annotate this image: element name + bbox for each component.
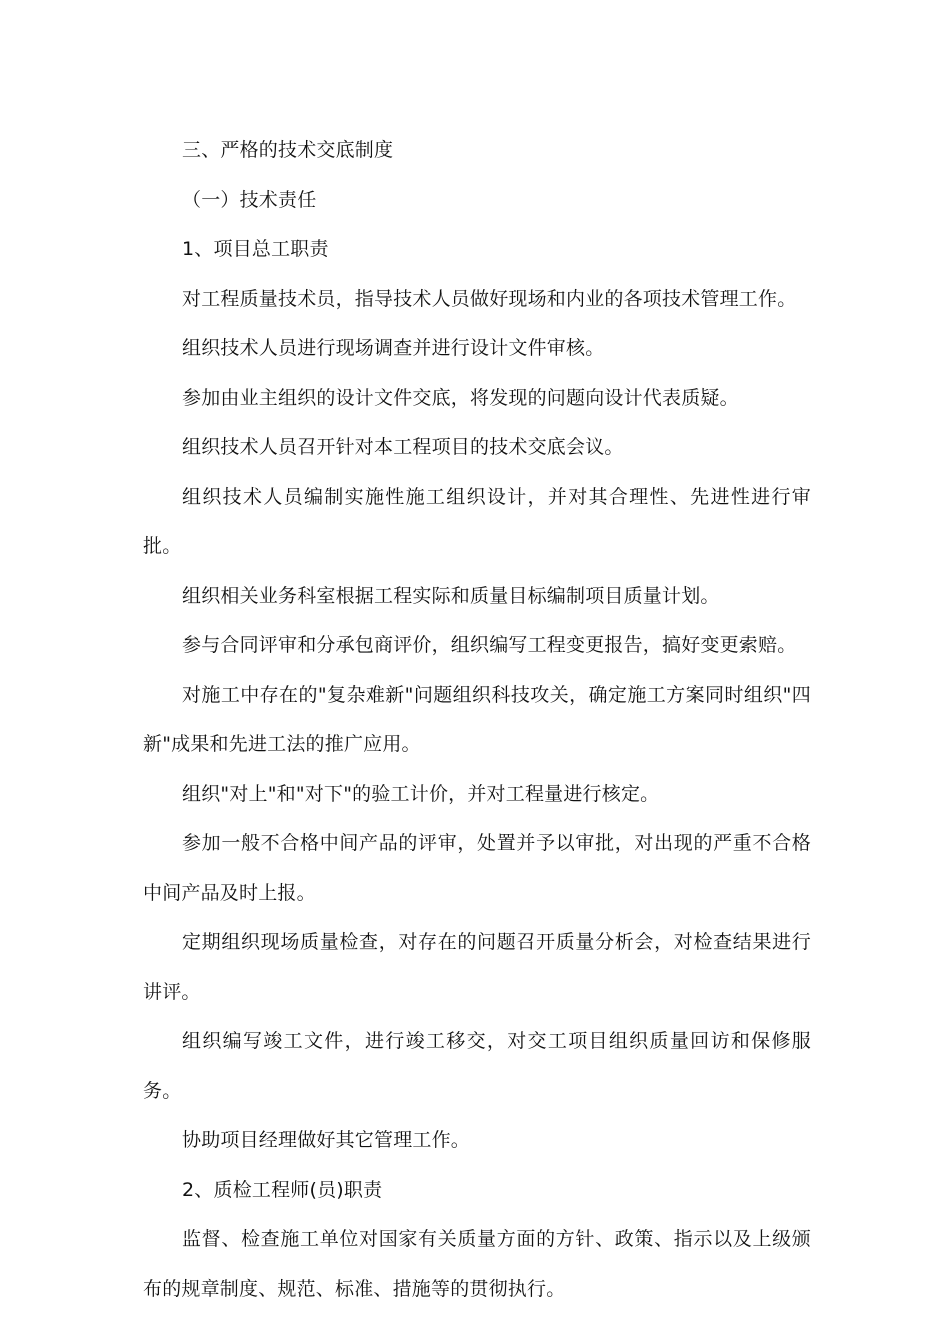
paragraph: 组织相关业务科室根据工程实际和质量目标编制项目质量计划。 — [182, 584, 720, 607]
section-heading: 三、严格的技术交底制度 — [182, 139, 394, 161]
item-heading: 2、质检工程师(员)职责 — [182, 1178, 383, 1201]
paragraph: 协助项目经理做好其它管理工作。 — [182, 1129, 471, 1151]
paragraph: 定期组织现场质量检查，对存在的问题召开质量分析会，对检查结果进行讲评。 — [143, 931, 811, 1003]
paragraph: 对工程质量技术员，指导技术人员做好现场和内业的各项技术管理工作。 — [182, 287, 797, 310]
paragraph: 组织技术人员进行现场调查并进行设计文件审核。 — [182, 337, 605, 359]
paragraph: 参加一般不合格中间产品的评审，处置并予以审批，对出现的严重不合格中间产品及时上报。 — [143, 832, 811, 904]
paragraph: 对施工中存在的"复杂难新"问题组织科技攻关，确定施工方案同时组织"四新"成果和先进工法的推广应用。 — [143, 683, 811, 755]
paragraph: 监督、检查施工单位对国家有关质量方面的方针、政策、指示以及上级颁布的规章制度、规范、标准、措施等的贯彻执行。 — [143, 1228, 811, 1300]
item-heading: 1、项目总工职责 — [182, 238, 329, 260]
document-body — [143, 126, 811, 1314]
paragraph: 组织编写竣工文件，进行竣工移交，对交工项目组织质量回访和保修服务。 — [143, 1030, 811, 1102]
paragraph: 组织技术人员编制实施性施工组织设计，并对其合理性、先进性进行审批。 — [143, 485, 811, 557]
paragraph: 参加由业主组织的设计文件交底，将发现的问题向设计代表质疑。 — [182, 386, 739, 409]
paragraph: 组织技术人员召开针对本工程项目的技术交底会议。 — [182, 436, 624, 458]
paragraph: 组织"对上"和"对下"的验工计价，并对工程量进行核定。 — [182, 782, 660, 805]
paragraph: 参与合同评审和分承包商评价，组织编写工程变更报告，搞好变更索赔。 — [182, 634, 797, 656]
subsection-heading: （一）技术责任 — [182, 188, 317, 211]
